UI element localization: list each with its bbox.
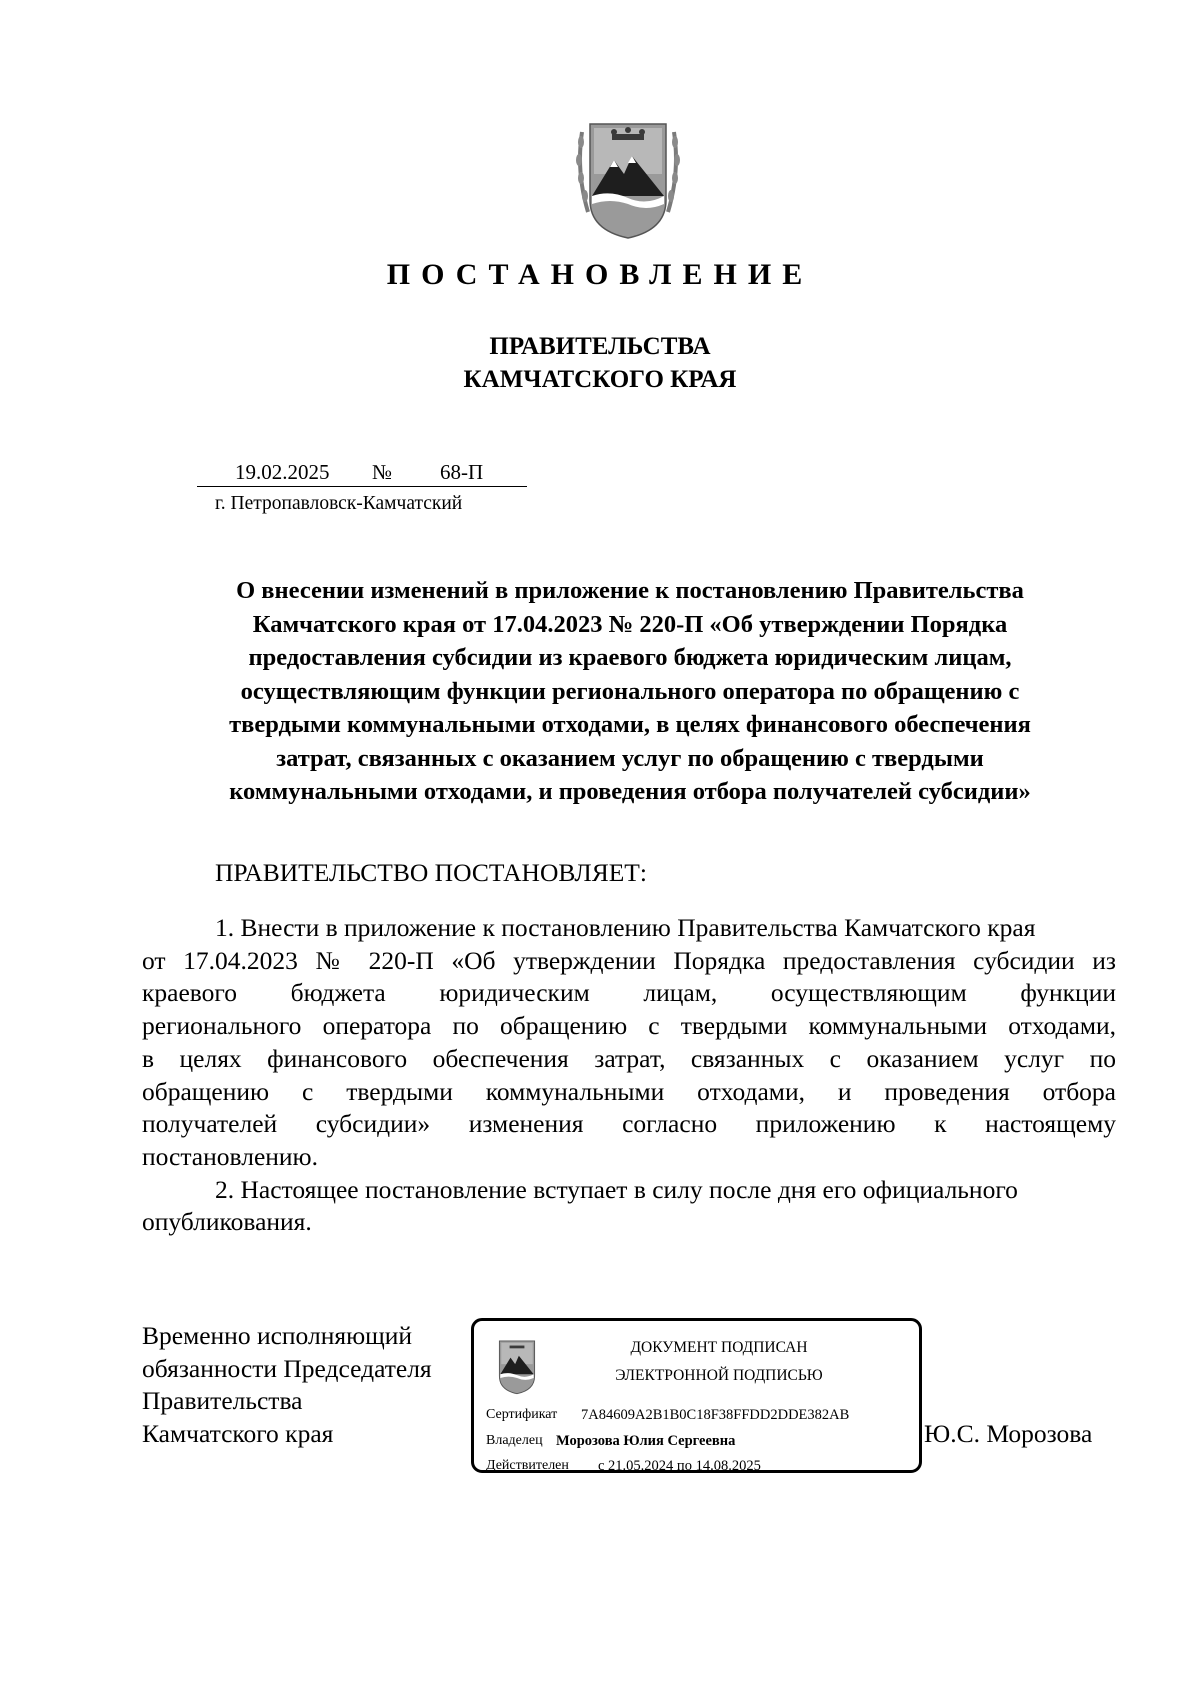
title-line: осуществляющим функции регионального оператора по обращению с [240,677,1020,705]
document-number: 68-П [440,460,484,484]
kamchatka-coat-of-arms-icon [574,112,682,240]
body-line: 2. Настоящее постановление вступает в силу после дня его официального [215,1174,1018,1204]
owner-value: Морозова Юлия Сергеевна [556,1433,736,1449]
electronic-signature-stamp [471,1318,922,1473]
document-type: ПОСТАНОВЛЕНИЕ [386,258,814,291]
stamp-certificate-row [486,1407,850,1423]
validity-value: с 21.05.2024 по 14.08.2025 [598,1458,761,1474]
body-line: постановлению. [142,1141,318,1171]
body-line: 1. Внести в приложение к постановлению Правительства Камчатского края [215,913,1036,942]
owner-label: Владелец [486,1433,543,1448]
resolves-heading: ПРАВИТЕЛЬСТВО ПОСТАНОВЛЯЕТ: [215,858,647,887]
role-line: обязанности Председателя [142,1353,432,1383]
body-line: в целях финансового обеспечения затрат, связанных с оказанием услуг по [142,1043,1116,1073]
role-line: Правительства [142,1386,303,1416]
title-line: коммунальными отходами, и проведения отбора получателей субсидии» [229,778,1031,805]
body-line: получателей субсидии» изменения согласно приложению к настоящему [142,1109,1116,1139]
role-line: Временно исполняющий [142,1321,413,1350]
certificate-value: 7A84609A2B1B0C18F38FFDD2DDE382AB [581,1407,850,1423]
role-line: Камчатского края [142,1419,334,1449]
signatory-role [142,1320,432,1451]
body-line: обращению с твердыми коммунальными отходами, и проведения отбора [142,1076,1116,1106]
title-line: Камчатского края от 17.04.2023 № 220-П «Об утверждении Порядка [252,610,1008,638]
certificate-label: Сертификат [486,1407,558,1422]
document-date: 19.02.2025 [235,460,330,484]
stamp-owner-row [486,1433,736,1449]
document-body [142,912,1116,1239]
stamp-heading-line: ЭЛЕКТРОННОЙ ПОДПИСЬЮ [615,1367,823,1384]
document-title [150,574,1110,809]
body-line: опубликования. [142,1207,312,1237]
issuer-line: КАМЧАТСКОГО КРАЯ [463,366,737,393]
body-line: краевого бюджета юридическим лицам, осуществляющим функции [142,978,1116,1008]
stamp-validity-row [486,1458,761,1474]
issuer [0,330,1200,396]
validity-label: Действителен [486,1458,569,1473]
title-line: предоставления субсидии из краевого бюджета юридическим лицам, [248,644,1012,671]
body-line: от 17.04.2023 № 220-П «Об утверждении Порядка предоставления субсидии из [142,945,1116,975]
title-line: твердыми коммунальными отходами, в целях финансового обеспечения [229,711,1031,738]
number-sign: № [372,460,393,484]
body-line: регионального оператора по обращению с твердыми коммунальными отходами, [142,1011,1116,1041]
stamp-heading-line: ДОКУМЕНТ ПОДПИСАН [630,1339,808,1356]
issuer-line: ПРАВИТЕЛЬСТВА [489,333,711,360]
stamp-heading [534,1334,904,1390]
document-city: г. Петропавловск-Камчатский [215,493,463,514]
date-number-line [197,460,527,487]
title-line: затрат, связанных с оказанием услуг по обращению с твердыми [276,744,984,772]
title-line: О внесении изменений в приложение к постановлению Правительства [236,577,1024,604]
signatory-name: Ю.С. Морозова [924,1419,1093,1448]
